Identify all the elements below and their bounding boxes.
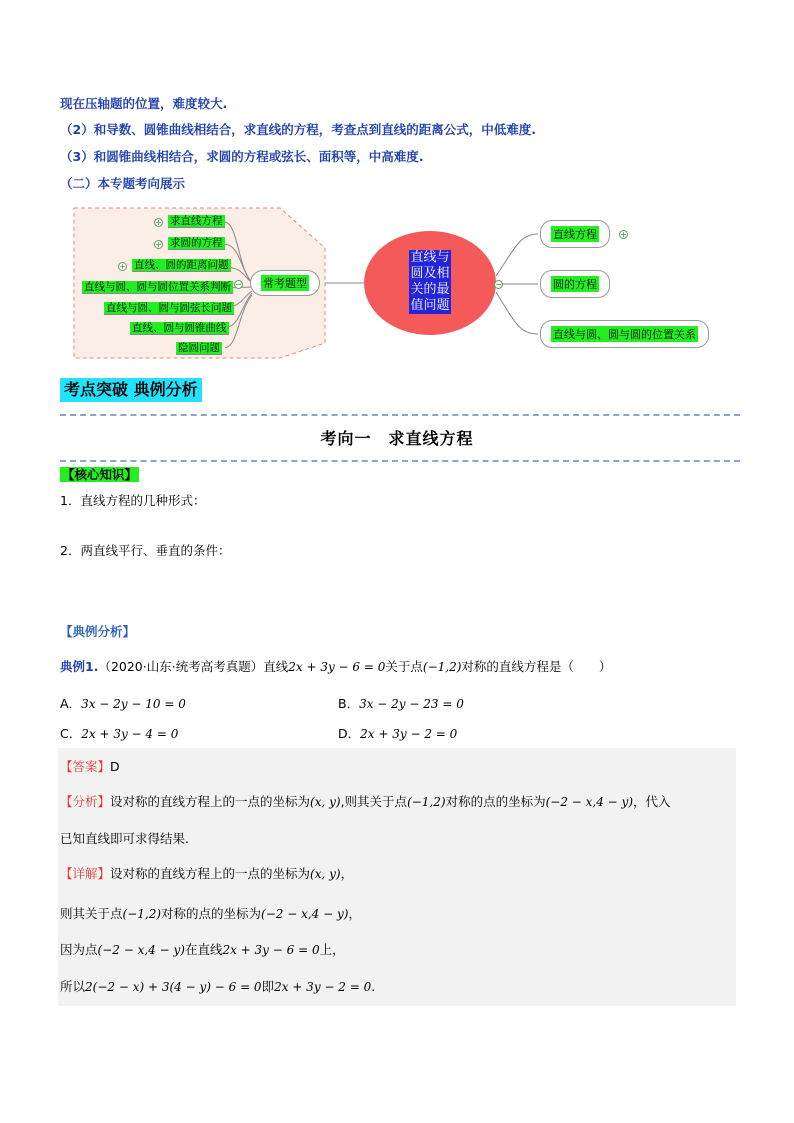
math-expr: (−1,2) xyxy=(122,907,162,921)
math-expr: 3x − 2y − 10 = 0 xyxy=(81,697,186,711)
mm-center-line: 圆及相 xyxy=(410,266,450,281)
divider xyxy=(60,414,740,416)
collapse-icon[interactable]: − xyxy=(495,280,502,289)
mm-right-item-3[interactable] xyxy=(540,320,709,348)
mm-right-item-1[interactable] xyxy=(540,220,610,248)
analysis-text: 对称的点的坐标为 xyxy=(445,794,546,809)
mm-center-label[interactable] xyxy=(409,250,451,314)
math-expr: 3x − 2y − 23 = 0 xyxy=(359,697,464,711)
math-expr: 2(−2 − x) + 3(4 − y) − 6 = 0 xyxy=(85,980,262,994)
intro-line-1: 现在压轴题的位置，难度较大. xyxy=(60,96,228,111)
answer-tag: 【答案】 xyxy=(60,759,111,774)
option-label: A． xyxy=(60,696,82,711)
math-expr: 2x + 3y − 6 = 0 xyxy=(288,660,386,674)
detail-text: 因为点 xyxy=(60,942,98,957)
mind-map xyxy=(60,198,750,373)
math-expr: (x, y) xyxy=(310,867,341,881)
detail-text: 所以 xyxy=(60,979,86,994)
mm-left-item-2: 求圆的方程 xyxy=(170,237,223,249)
mm-right-item-2[interactable] xyxy=(540,270,610,298)
mm-left-item-3: 直线、圆的距离问题 xyxy=(134,259,229,271)
detail-text: 设对称的直线方程上的一点的坐标为 xyxy=(110,866,311,881)
question-text: 直线 xyxy=(263,659,289,674)
analysis-text: ,则其关于点 xyxy=(340,794,408,809)
analysis-line-1 xyxy=(60,793,671,811)
option-d[interactable] xyxy=(338,724,457,742)
mm-right-label: 直线方程 xyxy=(553,228,597,241)
page-title: 考向一 求直线方程 xyxy=(320,429,474,448)
mm-left-item-6: 直线、圆与圆锥曲线 xyxy=(132,322,227,334)
detail-line-3 xyxy=(60,941,345,959)
expand-icon[interactable]: + xyxy=(119,262,126,271)
math-expr: 2x + 3y − 4 = 0 xyxy=(81,727,179,741)
mm-hub-label: 常考题型 xyxy=(263,277,307,290)
core-item-2: 2．两直线平行、垂直的条件： xyxy=(60,543,231,558)
intro-line-3: （3）和圆锥曲线相结合，求圆的方程或弦长、面积等，中高难度. xyxy=(60,149,424,164)
mm-center-line: 关的最 xyxy=(410,282,450,297)
math-expr: 2x + 3y − 2 = 0 xyxy=(274,980,372,994)
section-banner: 考点突破 典例分析 xyxy=(60,378,202,402)
analysis-tag: 【分析】 xyxy=(60,794,111,809)
math-expr: (x, y) xyxy=(310,795,341,809)
expand-icon[interactable]: + xyxy=(155,218,162,227)
expand-icon[interactable]: + xyxy=(155,240,162,249)
mm-left-item-4: 直线与圆、圆与圆位置关系判断 xyxy=(84,281,231,293)
detail-tag: 【详解】 xyxy=(60,866,111,881)
detail-text: 即 xyxy=(261,979,275,994)
answer-line xyxy=(60,758,120,776)
math-expr: (−1,2) xyxy=(422,660,462,674)
example-tag: 【典例分析】 xyxy=(60,624,136,639)
mm-center-line: 值问题 xyxy=(410,298,450,313)
mm-left-item-7: 隐圆问题 xyxy=(178,342,220,354)
math-expr: 2x + 3y − 2 = 0 xyxy=(360,727,458,741)
option-c[interactable] xyxy=(60,724,178,742)
detail-text: ， xyxy=(340,866,354,881)
analysis-line-2: 已知直线即可求得结果. xyxy=(60,831,189,846)
divider xyxy=(60,460,740,462)
option-label: D． xyxy=(338,726,361,741)
expand-icon[interactable]: + xyxy=(620,230,627,239)
collapse-icon[interactable]: − xyxy=(235,280,242,289)
question-text: 对称的直线方程是（ ） xyxy=(461,659,612,674)
detail-text: ， xyxy=(348,906,361,921)
option-label: C． xyxy=(60,726,82,741)
math-expr: 2x + 3y − 6 = 0 xyxy=(222,943,320,957)
mm-hub[interactable] xyxy=(250,270,320,296)
detail-text: 则其关于点 xyxy=(60,906,123,921)
intro-line-2: （2）和导数、圆锥曲线相结合，求直线的方程，考查点到直线的距离公式，中低难度. xyxy=(60,122,536,137)
option-label: B． xyxy=(338,696,360,711)
intro-line-4: （二）本专题考向展示 xyxy=(60,176,186,191)
option-a[interactable] xyxy=(60,694,186,712)
detail-text: 上， xyxy=(319,942,345,957)
math-expr: (−2 − x,4 − y) xyxy=(261,907,349,921)
math-expr: (−2 − x,4 − y) xyxy=(545,795,634,809)
question xyxy=(60,658,611,676)
mm-right-label: 直线与圆、圆与圆的位置关系 xyxy=(553,328,696,341)
detail-line-2 xyxy=(60,905,361,923)
mm-left-item-5: 直线与圆、圆与圆弦长问题 xyxy=(106,302,232,314)
answer-value: D xyxy=(110,759,120,774)
example-source: （2020·山东·统考高考真题） xyxy=(98,659,264,674)
example-label: 典例1. xyxy=(60,659,99,674)
math-expr: (−2 − x,4 − y) xyxy=(97,943,185,957)
mm-right-label: 圆的方程 xyxy=(553,278,597,291)
detail-line-1 xyxy=(60,865,353,883)
core-knowledge-tag: 【核心知识】 xyxy=(62,467,138,482)
option-b[interactable] xyxy=(338,694,464,712)
detail-text: 在直线 xyxy=(184,942,223,957)
mm-center-line: 直线与 xyxy=(410,250,450,265)
analysis-text: ，代入 xyxy=(633,794,671,809)
math-expr: (−1,2) xyxy=(407,795,446,809)
analysis-text: 设对称的直线方程上的一点的坐标为 xyxy=(110,794,311,809)
core-item-1: 1．直线方程的几种形式： xyxy=(60,493,206,508)
detail-line-4 xyxy=(60,978,375,996)
detail-text: . xyxy=(371,979,376,994)
mm-left-item-1: 求直线方程 xyxy=(170,215,223,227)
detail-text: 对称的点的坐标为 xyxy=(161,906,262,921)
question-text: 关于点 xyxy=(385,659,423,674)
